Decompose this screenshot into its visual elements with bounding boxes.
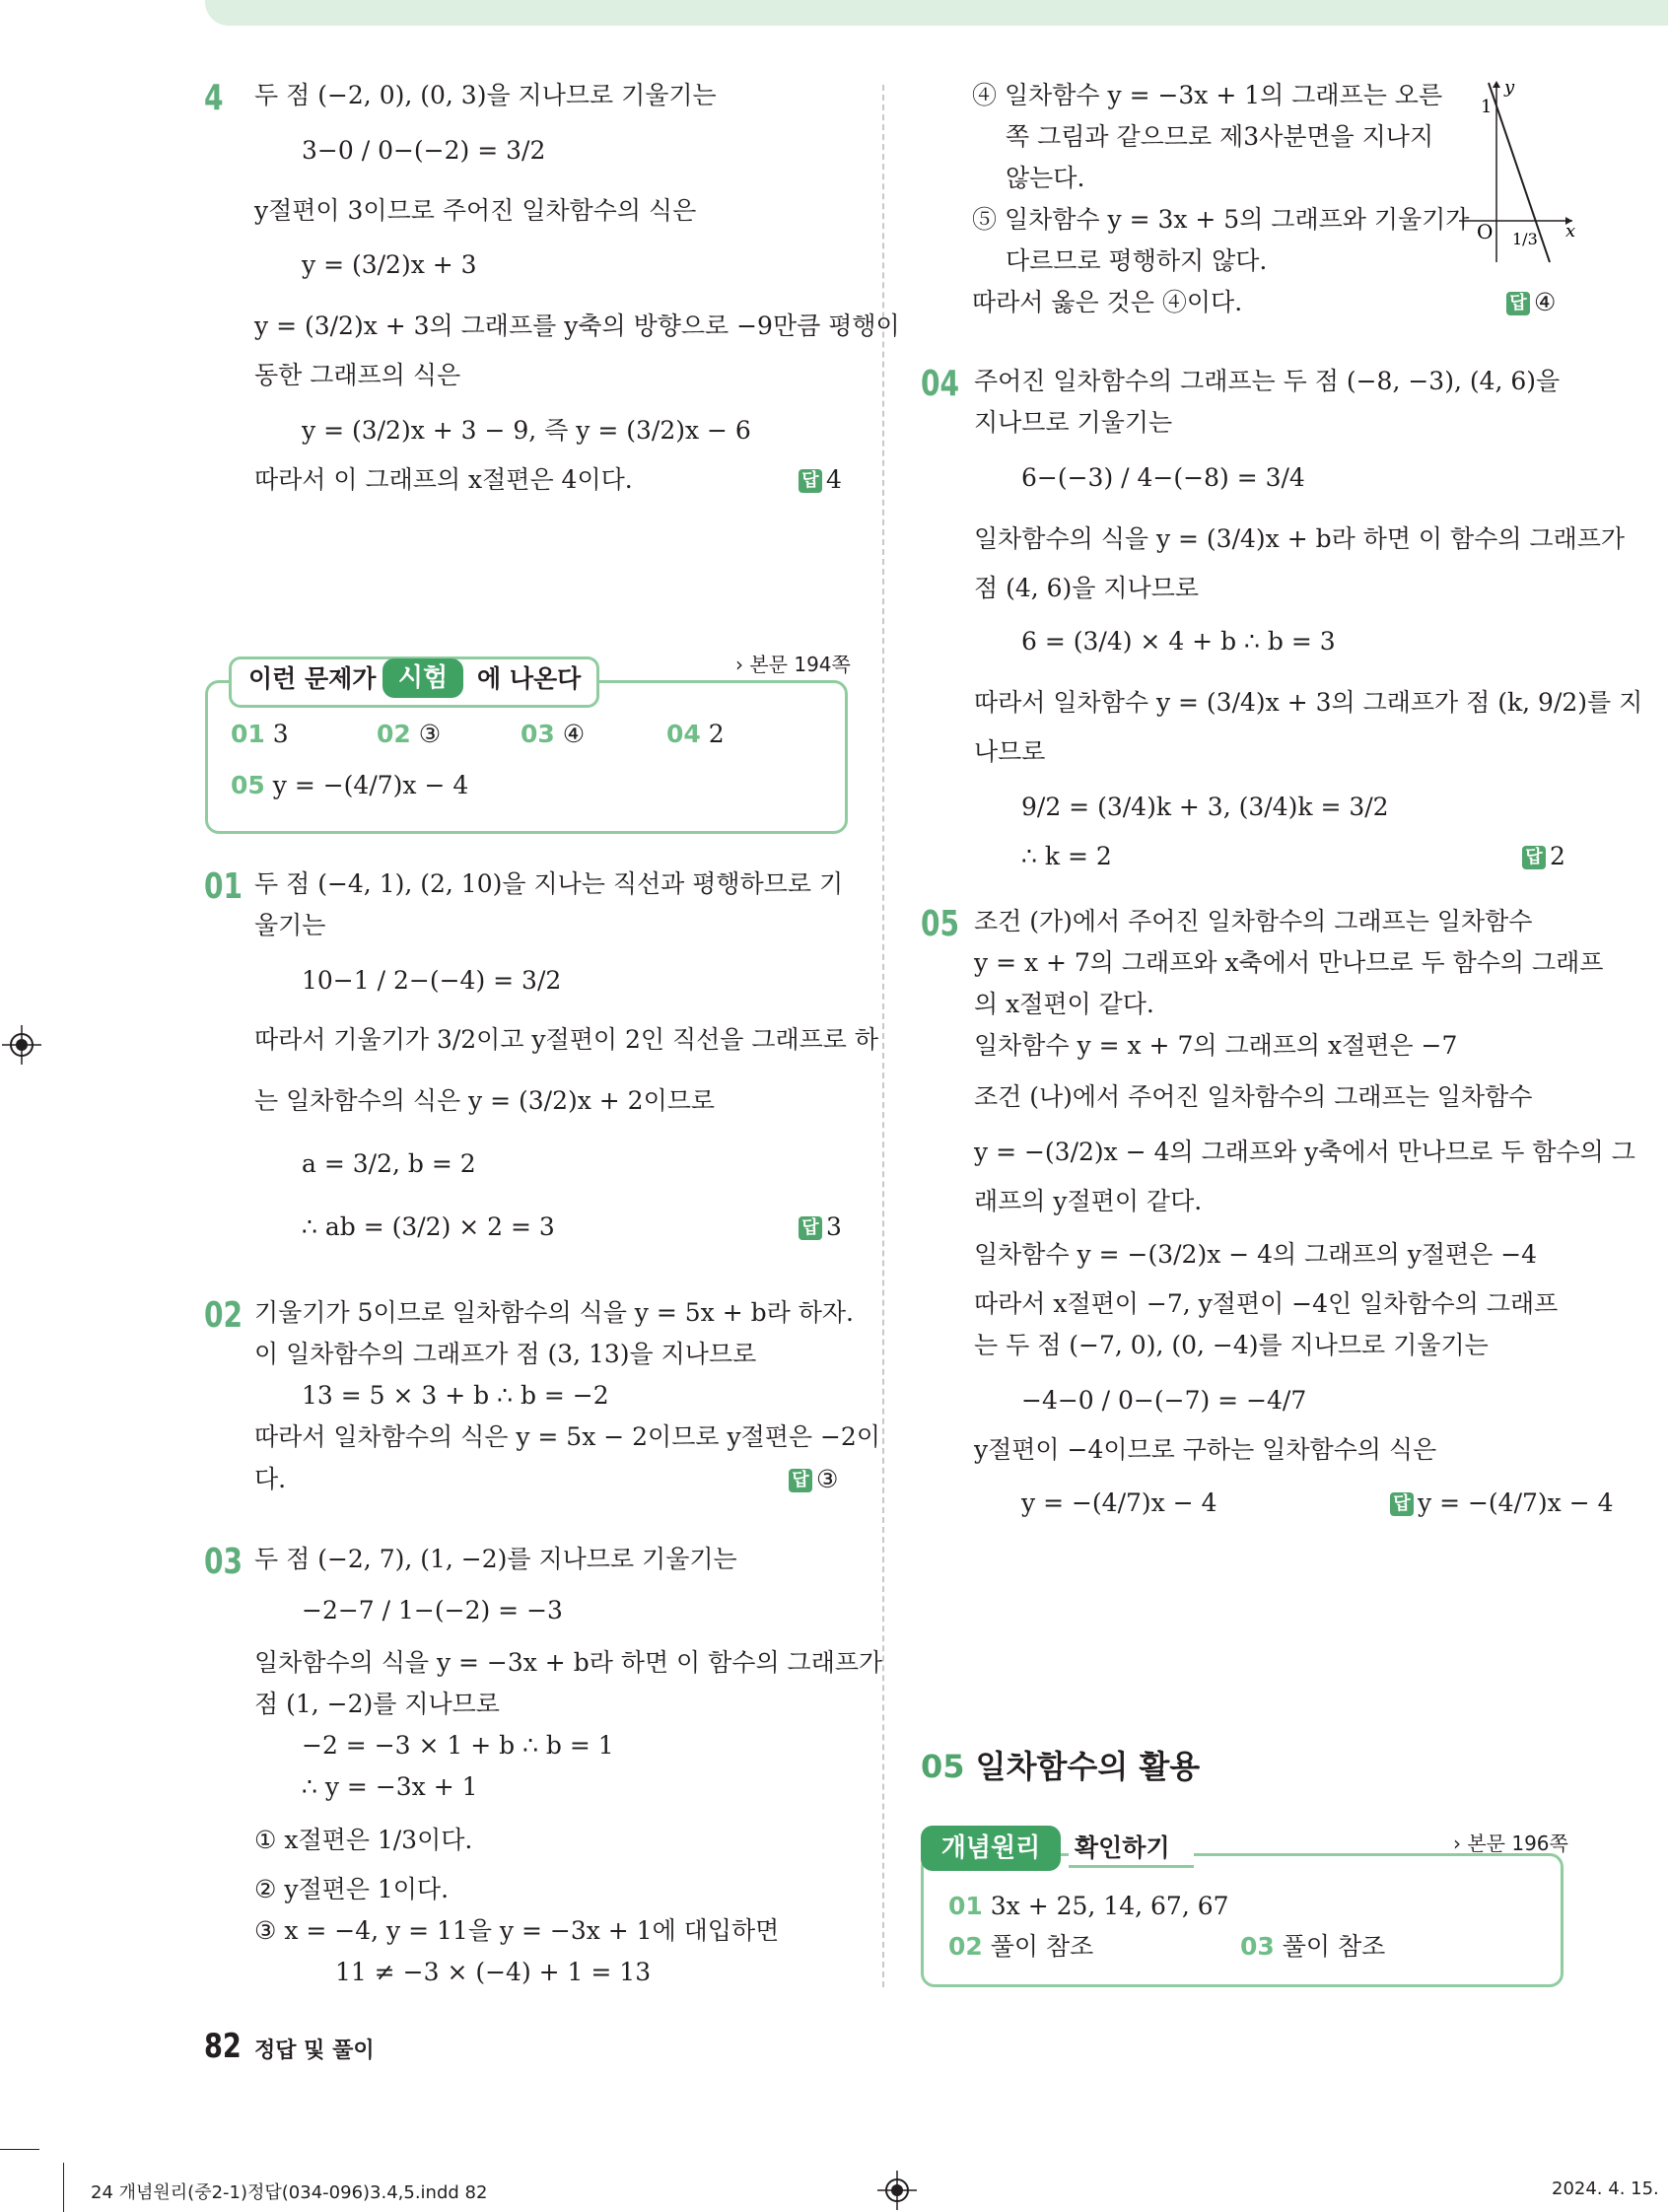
solution-line: ④ 일차함수 y = −3x + 1의 그래프는 오른 [972, 81, 1443, 109]
solution-line: 의 x절편이 같다. [974, 990, 1154, 1018]
item-number: 01 [231, 720, 265, 748]
solution-line: y절편이 −4이므로 구하는 일차함수의 식은 [974, 1435, 1437, 1464]
answer-mark [1506, 286, 1556, 319]
solution-equation: ∴ ab = (3/2) × 2 = 3 [302, 1212, 555, 1241]
answer-value: 4 [826, 465, 842, 494]
solution-line: 조건 (나)에서 주어진 일차함수의 그래프는 일차함수 [974, 1082, 1533, 1111]
concept-item [948, 1890, 1229, 1923]
solution-equation: 9/2 = (3/4)k + 3, (3/4)k = 3/2 [1021, 793, 1389, 821]
concept-box-ref: › 본문 196쪽 [1453, 1832, 1568, 1855]
problem-number: 05 [921, 904, 960, 944]
answer-value: y = −(4/7)x − 4 [1418, 1488, 1614, 1517]
top-band [205, 0, 1668, 26]
x-tick-label: 1/3 [1512, 230, 1538, 248]
page-number: 82 [204, 2027, 242, 2066]
solution-equation: −2−7 / 1−(−2) = −3 [302, 1596, 563, 1624]
item-number: 03 [1240, 1932, 1275, 1961]
solution-line: 는 일차함수의 식은 y = (3/2)x + 2이므로 [254, 1086, 716, 1115]
item-value: 3 [272, 720, 289, 748]
x-axis-label: x [1565, 221, 1576, 242]
answer-value: ③ [816, 1465, 839, 1493]
item-value: ④ [562, 720, 586, 748]
item-value: 3x + 25, 14, 67, 67 [990, 1892, 1229, 1920]
solution-line: 점 (4, 6)을 지나므로 [974, 574, 1200, 602]
solution-equation: ∴ y = −3x + 1 [302, 1772, 478, 1801]
solution-line: 래프의 y절편이 같다. [974, 1187, 1203, 1215]
line-graph [1449, 75, 1577, 272]
item-value: 풀이 참조 [990, 1932, 1094, 1961]
exam-item [377, 718, 441, 751]
item-number: 03 [521, 720, 555, 748]
solution-line: 일차함수 y = x + 7의 그래프의 x절편은 −7 [974, 1031, 1458, 1060]
solution-line: 일차함수의 식을 y = −3x + b라 하면 이 함수의 그래프가 [254, 1648, 883, 1677]
solution-line: 두 점 (−2, 0), (0, 3)을 지나므로 기울기는 [254, 81, 717, 109]
solution-equation: −4−0 / 0−(−7) = −4/7 [1021, 1386, 1307, 1415]
section-number: 05 [921, 1748, 965, 1785]
problem-number: 03 [204, 1542, 243, 1582]
answer-badge: 답 [789, 1469, 812, 1492]
solution-line: 다. [254, 1465, 287, 1493]
concept-item [948, 1930, 1093, 1964]
item-number: 05 [231, 771, 265, 799]
concept-item [1240, 1930, 1385, 1964]
solution-equation: 3−0 / 0−(−2) = 3/2 [302, 136, 546, 165]
concept-box-tab: 개념원리 [921, 1826, 1061, 1871]
answer-mark [1390, 1486, 1614, 1520]
ref-text: 본문 194쪽 [749, 653, 851, 676]
problem-number: 04 [921, 364, 960, 404]
ref-text: 본문 196쪽 [1467, 1832, 1568, 1855]
exam-box-ref: › 본문 194쪽 [735, 653, 851, 676]
solution-line: y = (3/2)x + 3의 그래프를 y축의 방향으로 −9만큼 평행이 [254, 311, 900, 340]
solution-line: 쪽 그림과 같으므로 제3사분면을 지나지 [1006, 122, 1434, 151]
solution-line: 나므로 [974, 737, 1046, 766]
concept-box-title: 확인하기 [1069, 1832, 1194, 1868]
solution-line: 따라서 기울기가 3/2이고 y절편이 2인 직선을 그래프로 하 [254, 1025, 879, 1054]
solution-line: 울기는 [254, 911, 326, 939]
solution-line: ① x절편은 1/3이다. [254, 1826, 473, 1854]
solution-equation: 10−1 / 2−(−4) = 3/2 [302, 966, 562, 995]
file-info: 24 개념원리(중2-1)정답(034-096)3.4,5.indd 82 [91, 2182, 488, 2203]
solution-line: 조건 (가)에서 주어진 일차함수의 그래프는 일차함수 [974, 907, 1533, 935]
solution-line: ③ x = −4, y = 11을 y = −3x + 1에 대입하면 [254, 1916, 780, 1945]
solution-line: 따라서 일차함수의 식은 y = 5x − 2이므로 y절편은 −2이 [254, 1422, 880, 1451]
item-number: 04 [666, 720, 701, 748]
problem-number: 4 [204, 78, 224, 118]
exam-item [666, 718, 725, 751]
item-number: 02 [948, 1932, 983, 1961]
exam-box-title-suffix: 에 나온다 [477, 664, 582, 693]
problem-number: 01 [204, 866, 243, 907]
item-value: 2 [708, 720, 725, 748]
solution-equation: 11 ≠ −3 × (−4) + 1 = 13 [335, 1958, 652, 1986]
exam-box-highlight: 시험 [382, 658, 463, 698]
answer-value: ④ [1534, 288, 1557, 316]
solution-line: 점 (1, −2)를 지나므로 [254, 1690, 500, 1718]
exam-item [231, 769, 468, 802]
answer-badge: 답 [799, 469, 822, 493]
solution-line: y = x + 7의 그래프와 x축에서 만나므로 두 함수의 그래프 [974, 948, 1604, 977]
solution-line: ② y절편은 1이다. [254, 1875, 450, 1903]
solution-equation: 6 = (3/4) × 4 + b ∴ b = 3 [1021, 627, 1336, 656]
answer-mark [799, 463, 842, 497]
answer-mark [789, 1463, 838, 1496]
item-value: y = −(4/7)x − 4 [272, 771, 469, 799]
answer-value: 2 [1550, 842, 1565, 870]
solution-line: 따라서 이 그래프의 x절편은 4이다. [254, 465, 633, 494]
exam-box-title: 이런 문제가 [248, 664, 377, 693]
solution-line: 기울기가 5이므로 일차함수의 식을 y = 5x + b라 하자. [254, 1298, 854, 1327]
solution-line: ⑤ 일차함수 y = 3x + 5의 그래프와 기울기가 [972, 205, 1470, 234]
crop-mark [63, 2163, 64, 2212]
answer-badge: 답 [1522, 846, 1546, 869]
solution-line: 는 두 점 (−7, 0), (0, −4)를 지나므로 기울기는 [974, 1331, 1489, 1359]
solution-line: 이 일차함수의 그래프가 점 (3, 13)을 지나므로 [254, 1340, 757, 1368]
solution-line: 따라서 옳은 것은 ④이다. [972, 288, 1243, 316]
solution-line: y = −(3/2)x − 4의 그래프와 y축에서 만나므로 두 함수의 그 [974, 1138, 1635, 1166]
item-number: 02 [377, 720, 411, 748]
solution-line: 일차함수 y = −(3/2)x − 4의 그래프의 y절편은 −4 [974, 1240, 1538, 1269]
solution-line: 다르므로 평행하지 않다. [1006, 246, 1268, 275]
answer-badge: 답 [1506, 292, 1530, 315]
exam-item [521, 718, 585, 751]
solution-equation: y = (3/2)x + 3 − 9, 즉 y = (3/2)x − 6 [302, 416, 751, 445]
answer-mark [799, 1210, 842, 1244]
print-date: 2024. 4. 15. [1552, 2178, 1659, 2199]
registration-mark-icon [2, 1025, 41, 1065]
solution-line: 따라서 일차함수 y = (3/4)x + 3의 그래프가 점 (k, 9/2)를 지 [974, 688, 1643, 717]
solution-equation: a = 3/2, b = 2 [302, 1149, 476, 1178]
answer-badge: 답 [799, 1216, 822, 1240]
solution-line: 동한 그래프의 식은 [254, 361, 461, 389]
y-tick-label: 1 [1481, 97, 1493, 117]
item-value: ③ [418, 720, 442, 748]
solution-line: 일차함수의 식을 y = (3/4)x + b라 하면 이 함수의 그래프가 [974, 524, 1626, 553]
answer-value: 3 [826, 1212, 842, 1241]
registration-mark-icon [877, 2171, 917, 2210]
crop-mark [0, 2149, 39, 2150]
origin-label: O [1477, 220, 1494, 243]
solution-equation: y = −(4/7)x − 4 [1021, 1488, 1217, 1517]
solution-equation: y = (3/2)x + 3 [302, 250, 477, 279]
solution-line: 두 점 (−4, 1), (2, 10)을 지나는 직선과 평행하므로 기 [254, 869, 844, 898]
solution-equation: 6−(−3) / 4−(−8) = 3/4 [1021, 463, 1305, 492]
section-heading [921, 1745, 1200, 1788]
problem-number: 02 [204, 1295, 243, 1336]
y-axis-arrow [1493, 81, 1500, 88]
solution-equation: ∴ k = 2 [1021, 842, 1112, 870]
section-title: 일차함수의 활용 [975, 1748, 1201, 1785]
solution-line: 않는다. [1006, 164, 1085, 192]
item-number: 01 [948, 1892, 983, 1920]
solution-equation: −2 = −3 × 1 + b ∴ b = 1 [302, 1731, 614, 1760]
solution-equation: 13 = 5 × 3 + b ∴ b = −2 [302, 1381, 609, 1410]
exam-item [231, 718, 289, 751]
solution-line: y절편이 3이므로 주어진 일차함수의 식은 [254, 196, 697, 225]
column-divider [882, 85, 884, 1987]
answer-mark [1522, 840, 1565, 873]
solution-line: 따라서 x절편이 −7, y절편이 −4인 일차함수의 그래프 [974, 1289, 1559, 1318]
item-value: 풀이 참조 [1282, 1932, 1386, 1961]
solution-line: 두 점 (−2, 7), (1, −2)를 지나므로 기울기는 [254, 1545, 737, 1573]
solution-line: 주어진 일차함수의 그래프는 두 점 (−8, −3), (4, 6)을 [974, 367, 1561, 395]
solution-line: 지나므로 기울기는 [974, 408, 1173, 437]
answer-badge: 답 [1390, 1492, 1414, 1516]
page-label: 정답 및 풀이 [254, 2039, 375, 2063]
y-axis-label: y [1504, 77, 1515, 98]
